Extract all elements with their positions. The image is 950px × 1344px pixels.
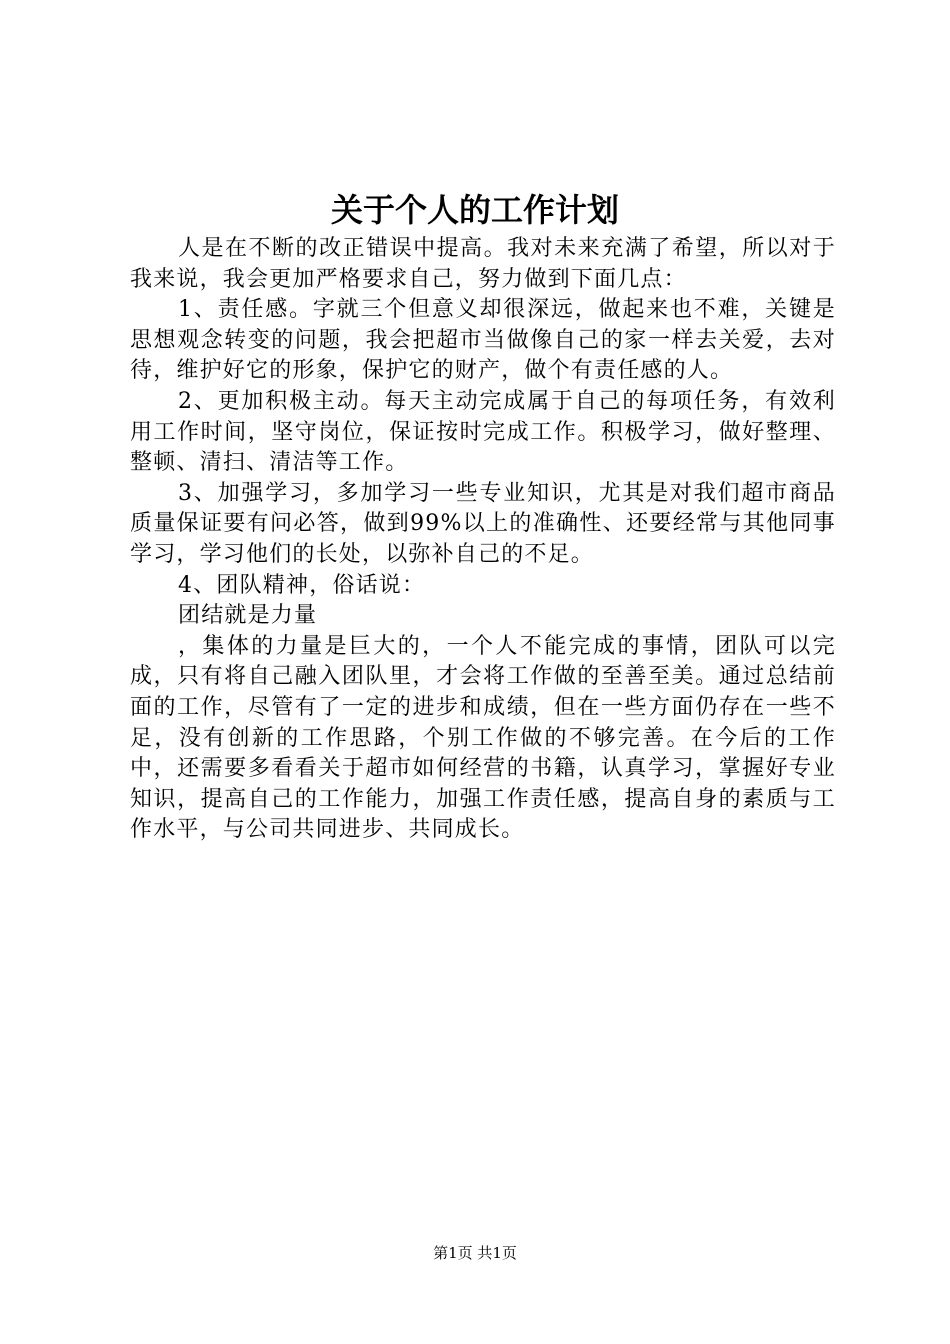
point-2-paragraph: 2、更加积极主动。每天主动完成属于自己的每项任务，有效利用工作时间，坚守岗位，保证按时完成工作。积极学习，做好整理、整顿、清扫、清洁等工作。 (130, 388, 836, 476)
page-footer: 第1页 共1页 (433, 1244, 517, 1262)
intro-paragraph: 人是在不断的改正错误中提高。我对未来充满了希望，所以对于我来说，我会更加严格要求自己，努力做到下面几点： (130, 236, 836, 292)
saying-paragraph: 团结就是力量 (178, 603, 318, 629)
point-3-paragraph: 3、加强学习，多加学习一些专业知识，尤其是对我们超市商品质量保证要有问必答，做到99%以上的准确性、还要经常与其他同事学习，学习他们的长处，以弥补自己的不足。 (130, 480, 836, 567)
document-body (130, 234, 836, 846)
point-1-paragraph: 1、责任感。字就三个但意义却很深远，做起来也不难，关键是思想观念转变的问题，我会把超市当做像自己的家一样去关爱，去对待，维护好它的形象，保护它的财产，做个有责任感的人。 (130, 297, 836, 384)
document-title: 关于个人的工作计划 (330, 191, 619, 229)
point-4-paragraph: 4、团队精神，俗话说： (178, 572, 426, 598)
conclusion-paragraph: ，集体的力量是巨大的，一个人不能完成的事情，团队可以完成，只有将自己融入团队里，才会将工作做的至善至美。通过总结前面的工作，尽管有了一定的进步和成绩，但在一些方面仍存在一些不足，没有创新的工作思路，个别工作做的不够完善。在今后的工作中，还需要多看看关于超市如何经营的书籍，认真学习，掌握好专业知识，提高自己的工作能力，加强工作责任感，提高自身的素质与工作水平，与公司共同进步、共同成长。 (130, 633, 836, 843)
